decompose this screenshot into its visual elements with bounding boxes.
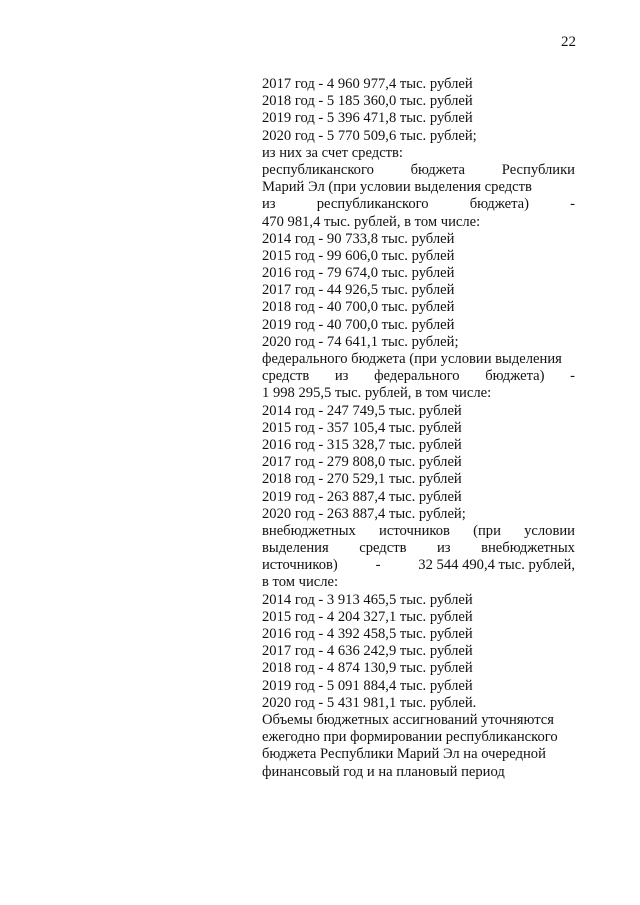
- word: Республики: [501, 161, 575, 178]
- text-line: 2014 год - 3 913 465,5 тыс. рублей: [262, 591, 473, 608]
- word: республиканского: [316, 196, 429, 213]
- word: бюджета): [485, 368, 545, 385]
- text-line: 2017 год - 4 636 242,9 тыс. рублей: [262, 643, 473, 660]
- word: 32 544 490,4 тыс. рублей,: [418, 557, 575, 574]
- word: средств: [359, 540, 407, 557]
- word: условии: [524, 522, 575, 539]
- justified-line: [262, 540, 575, 557]
- text-line: 2016 год - 315 328,7 тыс. рублей: [262, 436, 462, 453]
- text-line: 2014 год - 247 749,5 тыс. рублей: [262, 402, 462, 419]
- text-line: 2015 год - 357 105,4 тыс. рублей: [262, 419, 462, 436]
- text-line: ежегодно при формировании республиканского: [262, 729, 558, 746]
- word: средств: [262, 368, 310, 385]
- word: из: [334, 368, 349, 385]
- text-line: в том числе:: [262, 574, 339, 591]
- text-line: 2015 год - 4 204 327,1 тыс. рублей: [262, 608, 473, 625]
- justified-line: [262, 368, 575, 385]
- text-line: федерального бюджета (при условии выделения: [262, 351, 562, 367]
- text-line: 2017 год - 279 808,0 тыс. рублей: [262, 454, 462, 471]
- word: внебюджетных: [481, 540, 575, 557]
- text-line: 2019 год - 40 700,0 тыс. рублей: [262, 316, 455, 333]
- text-line: 2016 год - 4 392 458,5 тыс. рублей: [262, 626, 473, 642]
- text-line: 2017 год - 44 926,5 тыс. рублей: [262, 282, 455, 299]
- text-line: 2019 год - 263 887,4 тыс. рублей: [262, 488, 462, 505]
- word: внебюджетных: [262, 522, 356, 539]
- justified-line: [262, 557, 575, 574]
- word: республиканского: [262, 161, 374, 178]
- text-line: 2017 год - 4 960 977,4 тыс. рублей: [262, 76, 473, 92]
- page-number: 22: [561, 34, 576, 50]
- text-line: 2020 год - 263 887,4 тыс. рублей;: [262, 505, 466, 522]
- word: -: [570, 368, 575, 385]
- word: источников): [262, 557, 338, 574]
- text-line: 2014 год - 90 733,8 тыс. рублей: [262, 230, 455, 247]
- budget-funding-text: [262, 76, 575, 781]
- text-line: 2020 год - 5 770 509,6 тыс. рублей;: [262, 127, 477, 144]
- word: -: [375, 557, 381, 574]
- text-line: 2018 год - 40 700,0 тыс. рублей: [262, 299, 455, 316]
- justified-line: [262, 162, 575, 179]
- text-line: Марий Эл (при условии выделения средств: [262, 179, 532, 196]
- word: из: [262, 196, 276, 213]
- text-line: 1 998 295,5 тыс. рублей, в том числе:: [262, 385, 492, 402]
- text-line: 2018 год - 4 874 130,9 тыс. рублей: [262, 660, 473, 677]
- word: источников: [379, 522, 450, 539]
- text-line: 2020 год - 74 641,1 тыс. рублей;: [262, 333, 459, 350]
- text-line: Объемы бюджетных ассигнований уточняются: [262, 711, 554, 728]
- word: федерального: [374, 368, 460, 385]
- text-line: 2016 год - 79 674,0 тыс. рублей: [262, 265, 455, 282]
- word: бюджета): [469, 196, 529, 213]
- word: бюджета: [410, 161, 466, 178]
- word: (при: [473, 522, 501, 539]
- text-line: финансовый год и на плановый период: [262, 763, 505, 780]
- text-line: бюджета Республики Марий Эл на очередной: [262, 746, 546, 763]
- justified-line: [262, 523, 575, 540]
- word: из: [437, 540, 451, 557]
- text-line: 2020 год - 5 431 981,1 тыс. рублей.: [262, 694, 477, 711]
- text-line: 2018 год - 5 185 360,0 тыс. рублей: [262, 93, 473, 110]
- text-line: из них за счет средств:: [262, 144, 403, 161]
- justified-line: [262, 196, 575, 213]
- text-line: 2019 год - 5 396 471,8 тыс. рублей: [262, 110, 473, 127]
- text-line: 2015 год - 99 606,0 тыс. рублей: [262, 247, 455, 264]
- word: -: [570, 196, 575, 213]
- text-line: 470 981,4 тыс. рублей, в том числе:: [262, 213, 481, 230]
- text-line: 2018 год - 270 529,1 тыс. рублей: [262, 471, 462, 488]
- text-line: 2019 год - 5 091 884,4 тыс. рублей: [262, 677, 473, 694]
- word: выделения: [262, 540, 329, 557]
